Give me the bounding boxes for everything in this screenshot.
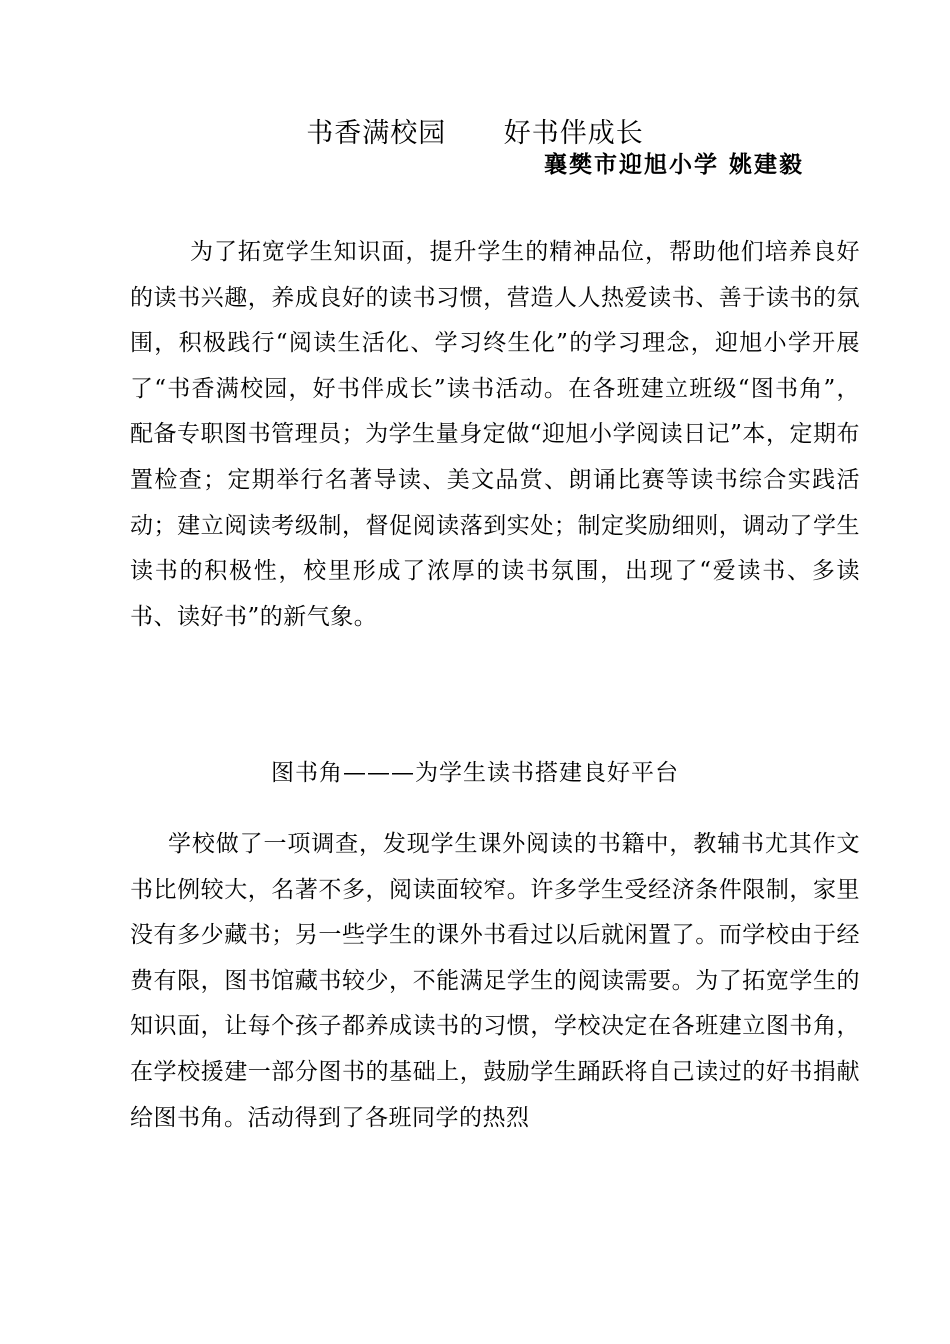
section-heading: 图书角———为学生读书搭建良好平台 — [271, 760, 679, 786]
section-paragraph: 学校做了一项调查，发现学生课外阅读的书籍中，教辅书尤其作文书比例较大，名著不多，阅读面较窄。许多学生受经济条件限制，家里没有多少藏书；另一些学生的课外书看过以后就闲置了。而学校由于经费有限，图书馆藏书较少，不能满足学生的阅读需要。为了拓宽学生的知识面，让每个孩子都养成读书的习惯，学校决定在各班建立图书角，在学校援建一部分图书的基础上，鼓励学生踊跃将自己读过的好书捐献给图书角。活动得到了各班同学的热烈 — [130, 831, 860, 1131]
document-title: 书香满校园 好书伴成长 — [306, 118, 644, 149]
document-author: 襄樊市迎旭小学 姚建毅 — [543, 151, 804, 178]
intro-paragraph: 为了拓宽学生知识面，提升学生的精神品位，帮助他们培养良好的读书兴趣，养成良好的读书习惯，营造人人热爱读书、善于读书的氛围，积极践行“阅读生活化、学习终生化”的学习理念，迎旭小学开展了“书香满校园，好书伴成长”读书活动。在各班建立班级“图书角”，配备专职图书管理员；为学生量身定做“迎旭小学阅读日记”本，定期布置检查；定期举行名著导读、美文品赏、朗诵比赛等读书综合实践活动；建立阅读考级制，督促阅读落到实处；制定奖励细则，调动了学生读书的积极性，校里形成了浓厚的读书氛围，出现了“爱读书、多读书、读好书”的新气象。 — [130, 239, 860, 630]
